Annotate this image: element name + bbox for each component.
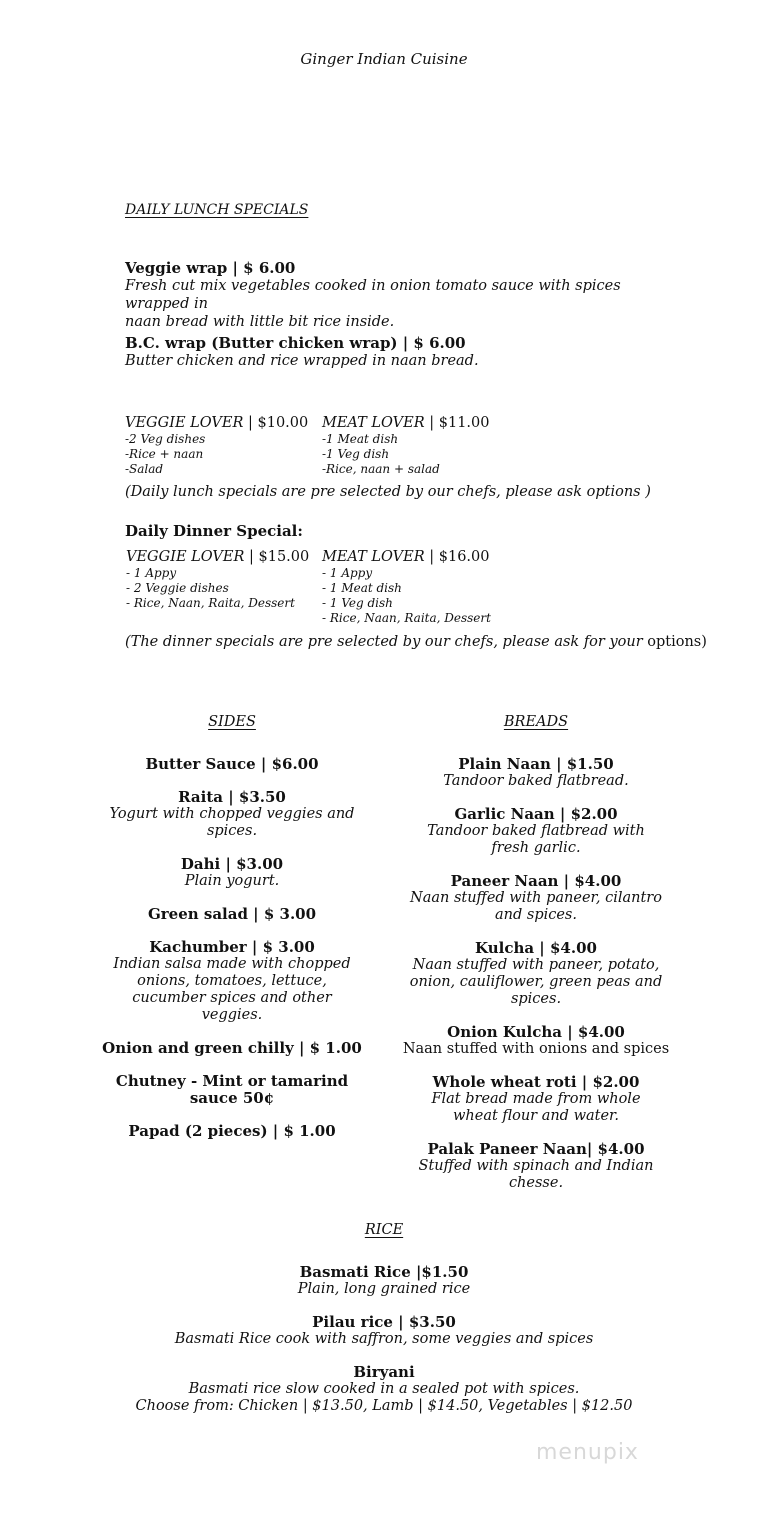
item-name: B.C. wrap (Butter chicken wrap) | $ 6.00 [125,334,466,352]
item-name: Biryani [353,1363,415,1381]
watermark-logo: menupix [536,1440,639,1465]
dinner-meat-lover [322,548,542,626]
item-name: Basmati Rice |$1.50 [299,1263,469,1281]
side-item [96,906,368,923]
item-name: Garlic Naan | $2.00 [454,805,618,823]
item-desc: Plain yogurt. [184,873,280,889]
side-item [96,756,368,773]
lunch-item-veggie-wrap [125,259,685,331]
side-item [96,1123,368,1140]
rice-item [84,1364,684,1415]
item-name: Kachumber | $ 3.00 [149,938,315,956]
combo-line: - 1 Appy [322,566,373,580]
dinner-note-italic: (The dinner specials are pre selected by our chefs, please ask for your [125,634,643,650]
combo-line: - 1 Meat dish [322,581,402,595]
combo-price: | $10.00 [248,415,309,431]
bread-item [400,1024,672,1058]
bread-item [400,940,672,1008]
breads-heading: BREADS [503,714,569,730]
combo-title: VEGGIE LOVER [126,549,245,565]
item-name: Green salad | $ 3.00 [147,905,317,923]
combo-line: - 1 Appy [126,566,177,580]
combo-title: MEAT LOVER [322,415,425,431]
item-name: Onion Kulcha | $4.00 [447,1023,625,1041]
combo-line: -1 Meat dish [322,432,399,446]
item-desc: Naan stuffed with paneer, potato, onion, cauliflower, green peas and spices. [409,957,663,1007]
item-name: Dahi | $3.00 [180,855,284,873]
rice-section [84,1222,684,1431]
combo-title: MEAT LOVER [322,549,425,565]
combo-line: -1 Veg dish [322,447,390,461]
breads-section [400,714,672,1208]
combo-price: | $11.00 [429,415,490,431]
combo-line: -Salad [125,462,164,476]
item-desc: Fresh cut mix vegetables cooked in onion tomato sauce with spices wrapped in [125,278,621,312]
item-name: Chutney - Mint or tamarind sauce 50¢ [115,1072,349,1107]
side-item [96,1040,368,1057]
item-desc: Basmati rice slow cooked in a sealed pot with spices. [188,1381,580,1397]
dinner-note-plain: options) [642,634,707,650]
side-item [96,939,368,1024]
bread-item [400,806,672,857]
dinner-veggie-lover [126,548,316,611]
combo-line: -2 Veg dishes [125,432,206,446]
bread-item [400,756,672,790]
combo-line: -Rice, naan + salad [322,462,440,476]
item-desc: Plain, long grained rice [297,1281,471,1297]
dinner-heading: Daily Dinner Special: [125,522,303,540]
rice-item [84,1314,684,1348]
lunch-note: (Daily lunch specials are pre selected by our chefs, please ask options ) [125,484,651,500]
side-item [96,789,368,840]
combo-price: | $15.00 [249,549,310,565]
item-name: Paneer Naan | $4.00 [450,872,622,890]
item-name: Whole wheat roti | $2.00 [432,1073,640,1091]
lunch-meat-lover [322,414,542,477]
item-desc: Indian salsa made with chopped onions, tomatoes, lettuce, cucumber spices and other veggies. [113,956,351,1023]
item-name: Kulcha | $4.00 [475,939,597,957]
item-name: Plain Naan | $1.50 [458,755,614,773]
rice-heading: RICE [364,1222,404,1238]
item-options: Choose from: Chicken | $13.50, Lamb | $14.50, Vegetables | $12.50 [135,1398,633,1414]
side-item [96,1073,368,1107]
item-name: Veggie wrap | $ 6.00 [125,259,296,277]
item-desc: Yogurt with chopped veggies and spices. [109,806,355,839]
lunch-item-bc-wrap [125,334,685,370]
item-name: Palak Paneer Naan| $4.00 [427,1140,645,1158]
item-desc: Flat bread made from whole wheat flour and water. [431,1091,641,1124]
combo-line: -Rice + naan [125,447,204,461]
bread-item [400,1074,672,1125]
item-desc: Tandoor baked flatbread with fresh garlic. [427,823,645,856]
item-desc: Butter chicken and rice wrapped in naan bread. [125,353,479,369]
sides-section [96,714,368,1156]
bread-item [400,873,672,924]
item-desc: Tandoor baked flatbread. [443,773,629,789]
item-name: Butter Sauce | $6.00 [145,755,319,773]
sides-heading: SIDES [208,714,256,730]
item-desc: Naan stuffed with paneer, cilantro and spices. [410,890,662,923]
dinner-note [125,634,745,650]
item-name: Raita | $3.50 [178,788,286,806]
combo-line: - 2 Veggie dishes [126,581,229,595]
item-name: Pilau rice | $3.50 [312,1313,456,1331]
item-name: Onion and green chilly | $ 1.00 [102,1039,362,1057]
side-item [96,856,368,890]
rice-item [84,1264,684,1298]
item-desc: Stuffed with spinach and Indian chesse. [418,1158,654,1191]
restaurant-title: Ginger Indian Cuisine [300,50,468,68]
combo-line: - Rice, Naan, Raita, Dessert [322,611,491,625]
lunch-heading: DAILY LUNCH SPECIALS [125,202,309,218]
combo-line: - Rice, Naan, Raita, Dessert [126,596,295,610]
item-desc: naan bread with little bit rice inside. [125,314,395,330]
item-desc: Basmati Rice cook with saffron, some veggies and spices [174,1331,594,1347]
combo-title: VEGGIE LOVER [125,415,244,431]
lunch-veggie-lover [125,414,315,477]
combo-price: | $16.00 [429,549,490,565]
item-desc: Naan stuffed with onions and spices [402,1041,670,1057]
combo-line: - 1 Veg dish [322,596,393,610]
bread-item [400,1141,672,1192]
item-name: Papad (2 pieces) | $ 1.00 [128,1122,336,1140]
